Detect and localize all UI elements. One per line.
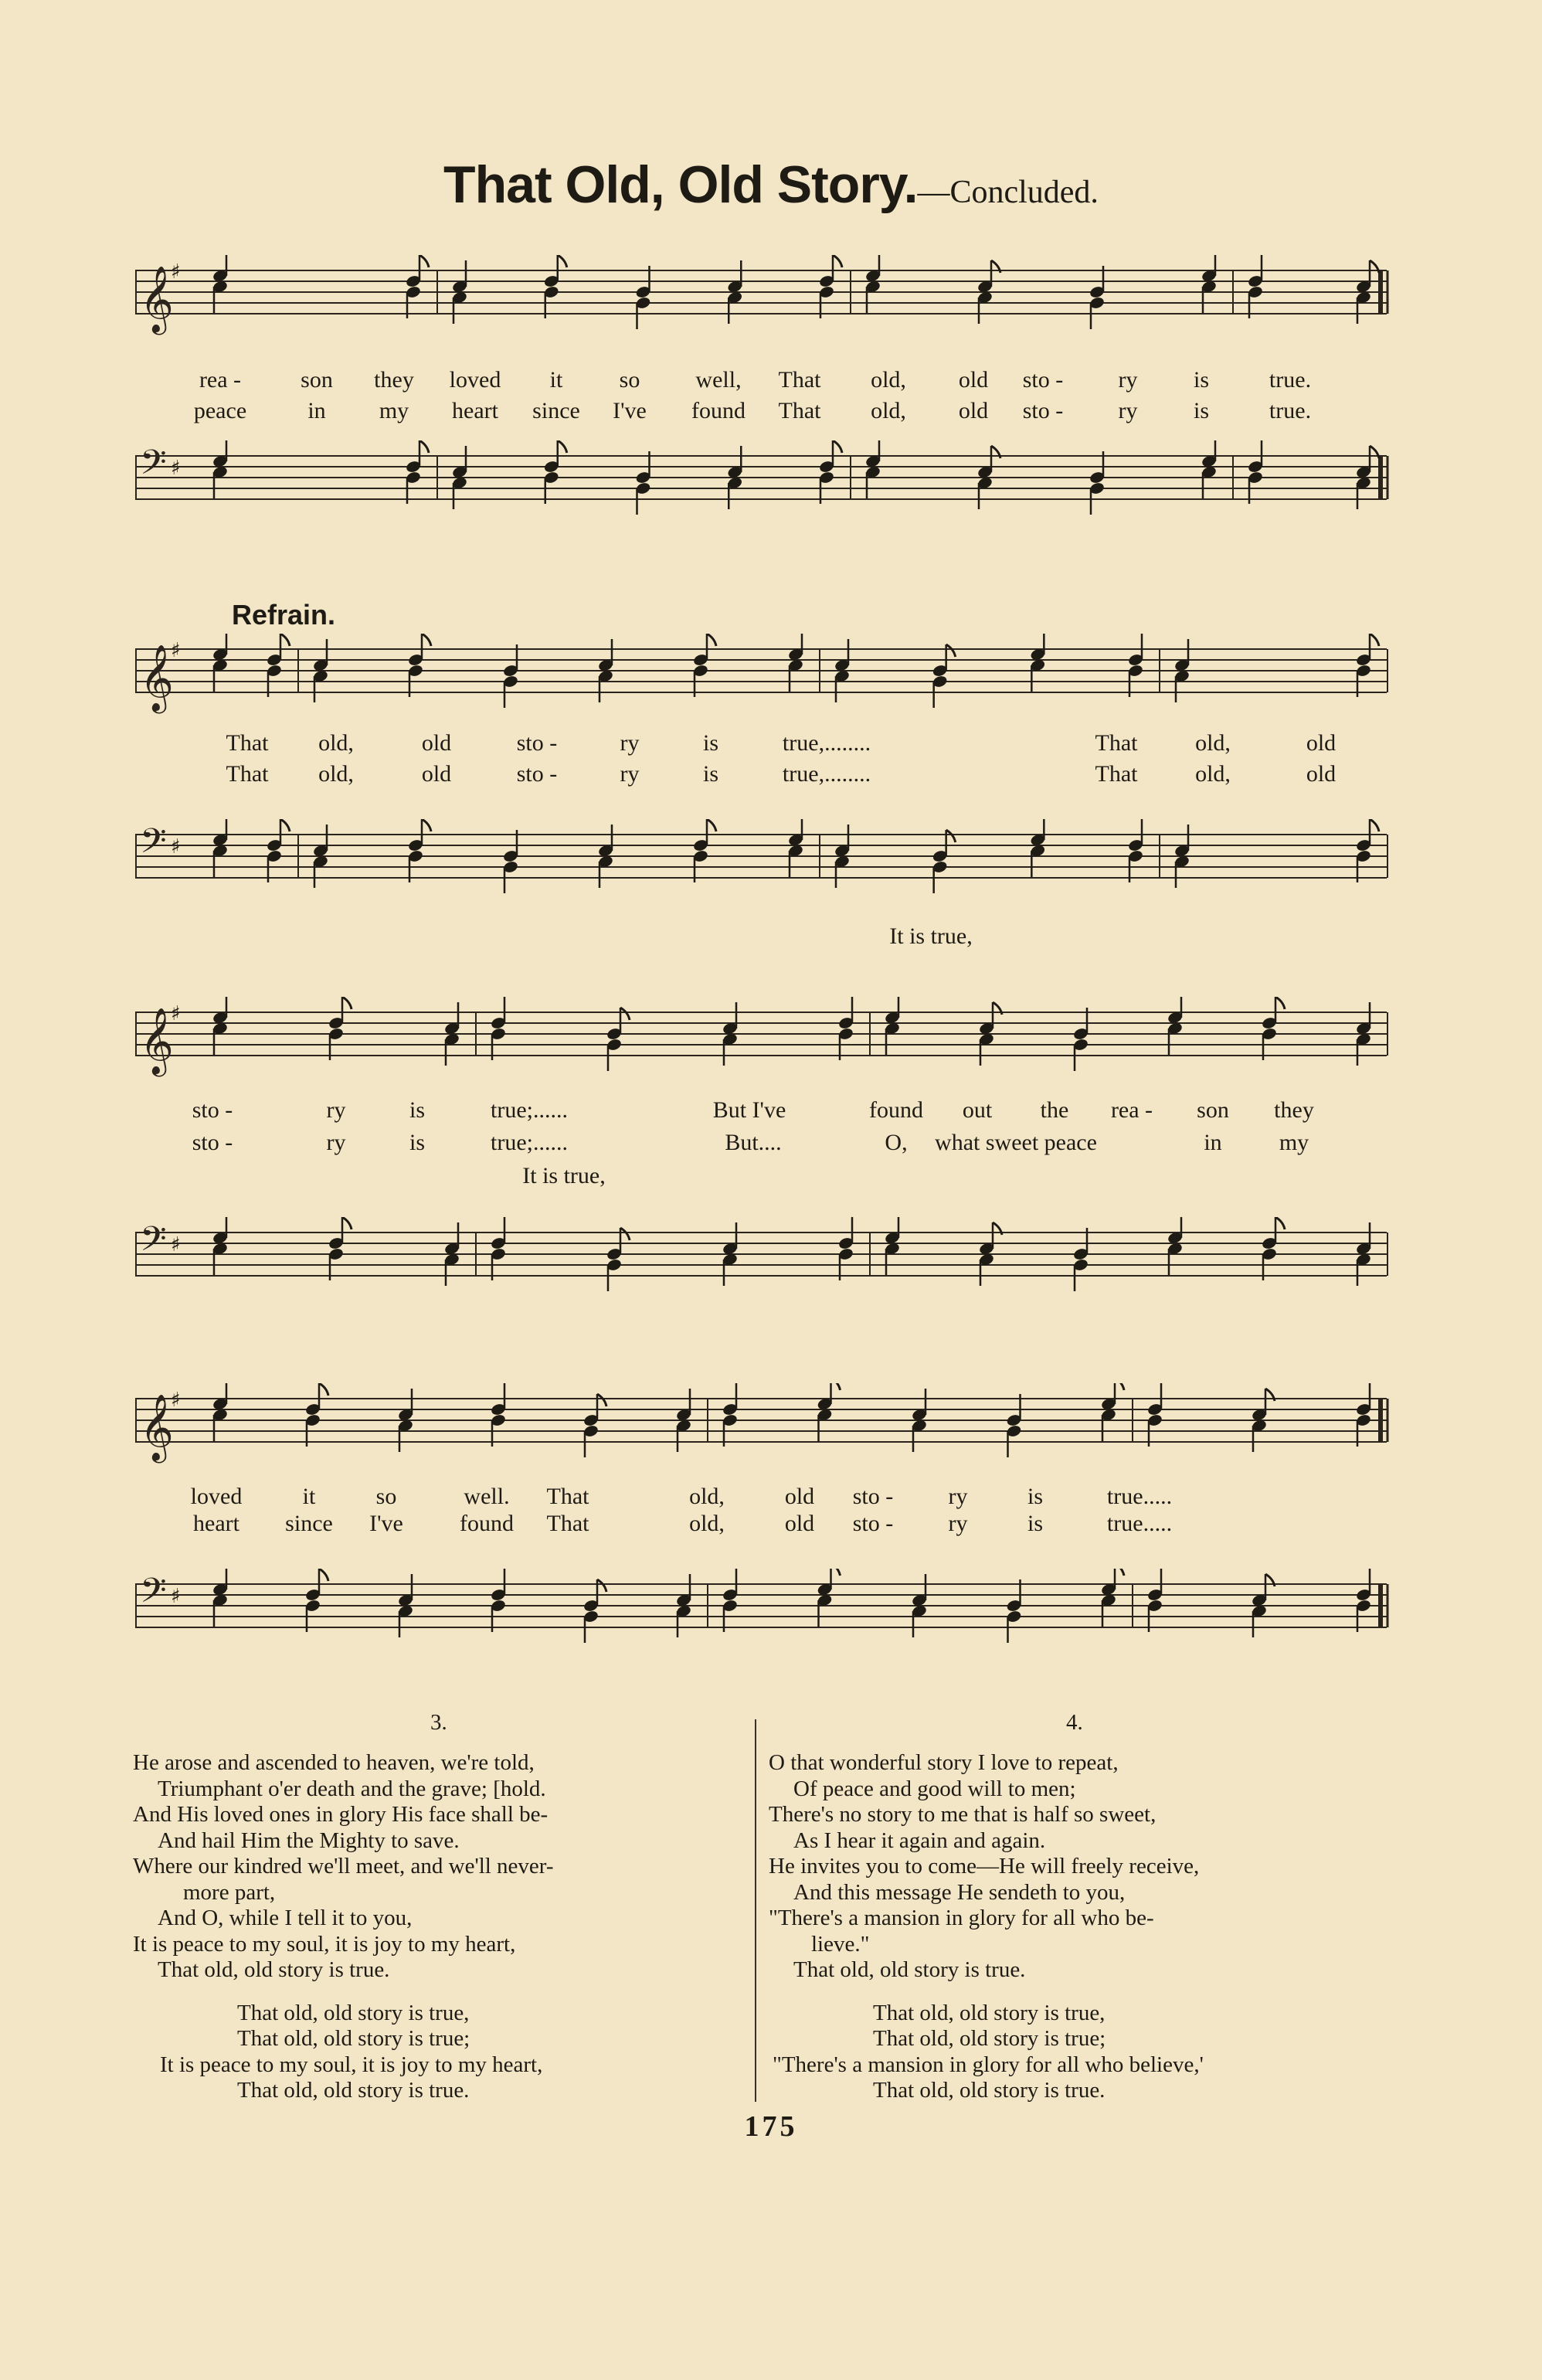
lyric-syllable: what sweet peace	[935, 1130, 1097, 1155]
chorus-line: That old, old story is true.	[237, 2078, 470, 2103]
lyric-syllable: O,	[885, 1130, 908, 1155]
lyrics-extra	[135, 923, 1391, 954]
lyric-syllable: the	[1040, 1097, 1069, 1123]
lyric-syllable: ry	[326, 1097, 346, 1123]
lyrics-line-1	[135, 730, 1391, 761]
refrain-label: Refrain.	[232, 599, 336, 631]
verse-line: "There's a mansion in glory for all who be-	[769, 1906, 1154, 1930]
lyric-syllable: ry	[620, 761, 640, 787]
bass-clef-icon: 𝄢	[140, 1570, 167, 1619]
note-chord	[502, 644, 518, 708]
lyric-syllable: in	[307, 398, 326, 423]
lyric-syllable: old	[784, 1484, 815, 1509]
lyric-syllable: ry	[948, 1484, 968, 1509]
note-chord	[1261, 1217, 1285, 1280]
sharp-icon: ♯	[171, 260, 181, 284]
note-chord	[502, 830, 518, 893]
verse-line: lieve."	[811, 1931, 870, 1957]
lyric-syllable: That	[226, 730, 269, 756]
verse-line: more part,	[183, 1879, 276, 1905]
lyric-syllable: old,	[318, 761, 354, 787]
lyrics-line-1	[135, 367, 1391, 398]
sharp-icon: ♯	[171, 1585, 181, 1608]
note-chord	[212, 819, 228, 877]
note-chord	[1247, 255, 1263, 318]
lyric-syllable: That	[778, 367, 821, 393]
staff-bass	[135, 819, 1391, 935]
lyric-syllable: But....	[725, 1130, 782, 1155]
lyrics-line-1	[135, 1484, 1391, 1515]
sharp-icon: ♯	[171, 639, 181, 662]
lyric-syllable: ry	[948, 1511, 968, 1536]
note-chord	[1089, 451, 1105, 515]
lyrics-line-2	[135, 398, 1391, 429]
note-chord	[1247, 440, 1263, 504]
staff-bass	[135, 440, 1391, 541]
chorus-line: That old, old story is true.	[873, 2078, 1106, 2103]
verse-line: O that wonderful story I love to repeat,	[769, 1750, 1119, 1775]
note-chord	[635, 451, 651, 515]
note-chord	[407, 819, 431, 882]
lyric-syllable: That	[1095, 730, 1138, 756]
lyric-syllable: so	[375, 1484, 397, 1509]
lyric-syllable: found	[691, 398, 746, 423]
note-chord	[1355, 1569, 1371, 1632]
verse-line: That old, old story is true.	[158, 1957, 390, 1982]
lyric-syllable: it	[549, 367, 563, 393]
sharp-icon: ♯	[171, 1389, 181, 1412]
note-chord	[1006, 1394, 1022, 1457]
treble-clef-icon: 𝄞	[140, 1394, 174, 1460]
lyric-syllable: heart	[193, 1511, 239, 1536]
verse-line: That old, old story is true.	[793, 1957, 1026, 1982]
verse-number: 3.	[430, 1710, 447, 1735]
bass-clef-icon: 𝄢	[140, 821, 167, 869]
lyric-syllable: my	[1279, 1130, 1309, 1155]
verse-chorus	[769, 2001, 1204, 2104]
note-chord	[884, 1217, 900, 1275]
verse-number: 4.	[1066, 1710, 1083, 1735]
staff-treble	[135, 1383, 1391, 1499]
lyric-syllable: out	[962, 1097, 993, 1123]
lyric-syllable: That	[1095, 761, 1138, 787]
chorus-line: That old, old story is true;	[237, 2026, 470, 2051]
lyric-syllable: sto -	[852, 1511, 894, 1536]
note-chord	[212, 440, 228, 498]
lyric-syllable: true,........	[782, 761, 871, 787]
lyric-syllable: found	[460, 1511, 514, 1536]
lyric-syllable: in	[1204, 1130, 1222, 1155]
note-chord	[864, 440, 881, 498]
note-chord	[543, 255, 567, 318]
note-chord	[582, 1394, 606, 1457]
lyric-syllable: well.	[464, 1484, 510, 1509]
note-chord	[932, 644, 956, 708]
note-chord	[722, 1569, 738, 1632]
note-chord	[817, 1383, 841, 1441]
verse-chorus	[133, 2001, 554, 2104]
verse-line: Of peace and good will to men;	[793, 1776, 1076, 1801]
note-chord	[837, 997, 854, 1060]
note-chord	[1100, 1569, 1124, 1627]
lyric-syllable: it	[302, 1484, 316, 1509]
lyric-syllable: true;......	[491, 1097, 568, 1123]
note-chord	[266, 819, 290, 882]
note-chord	[1201, 255, 1217, 313]
note-chord	[1167, 1217, 1183, 1275]
sharp-icon: ♯	[171, 1002, 181, 1025]
treble-clef-icon: 𝄞	[140, 644, 174, 711]
treble-clef-icon: 𝄞	[140, 266, 174, 332]
chorus-line: That old, old story is true;	[873, 2026, 1106, 2051]
note-chord	[212, 255, 228, 313]
lyric-syllable: heart	[452, 398, 498, 423]
note-chord	[212, 1217, 228, 1275]
lyric-syllable: since	[285, 1511, 333, 1536]
verse-line: He invites you to come—He will freely receive,	[769, 1854, 1200, 1878]
song-subtitle: —Concluded.	[917, 175, 1099, 210]
verse-line: And this message He sendeth to you,	[793, 1879, 1126, 1905]
lyric-syllable: ry	[326, 1130, 346, 1155]
verse-line: And hail Him the Mighty to save.	[158, 1828, 460, 1853]
lyric-syllable: they	[374, 367, 414, 393]
lyric-syllable: old	[421, 761, 452, 787]
lyric-syllable: old	[1306, 761, 1337, 787]
lyrics-line-2	[135, 1511, 1391, 1542]
chorus-line: That old, old story is true,	[237, 2000, 470, 2025]
note-chord	[837, 1217, 854, 1280]
lyric-syllable: they	[1274, 1097, 1314, 1123]
lyrics-extra	[135, 1163, 1391, 1194]
note-chord	[490, 997, 506, 1060]
lyric-syllable: sto -	[192, 1130, 233, 1155]
page-number: 175	[744, 2110, 798, 2143]
lyric-syllable: is	[409, 1097, 426, 1123]
note-chord	[405, 440, 429, 504]
staff-treble	[135, 997, 1391, 1113]
note-chord	[1146, 1569, 1163, 1632]
note-chord	[266, 634, 290, 697]
lyric-syllable: is	[409, 1130, 426, 1155]
note-chord	[328, 997, 352, 1060]
lyric-syllable: ry	[620, 730, 640, 756]
lyric-syllable: old	[421, 730, 452, 756]
note-chord	[1146, 1383, 1163, 1447]
note-chord	[328, 1217, 352, 1280]
verse-line: There's no story to me that is half so sweet,	[769, 1802, 1156, 1827]
note-chord	[490, 1569, 506, 1632]
note-chord	[1072, 1008, 1089, 1071]
lyric-syllable: is	[1193, 367, 1210, 393]
lyric-syllable: loved	[190, 1484, 243, 1509]
note-chord	[817, 1569, 841, 1627]
song-title: That Old, Old Story.	[443, 155, 918, 214]
lyric-syllable: true,........	[782, 730, 871, 756]
sharp-icon: ♯	[171, 835, 181, 858]
note-chord	[1261, 997, 1285, 1060]
lyric-syllable: sto -	[516, 730, 558, 756]
lyric-syllable: sto -	[1022, 367, 1064, 393]
lyric-syllable: rea -	[199, 367, 242, 393]
note-chord	[635, 266, 651, 329]
lyric-syllable: so	[619, 367, 640, 393]
treble-clef-icon: 𝄞	[140, 1008, 174, 1074]
verse-line: He arose and ascended to heaven, we're told,	[133, 1750, 535, 1775]
verse-line: And O, while I tell it to you,	[158, 1906, 413, 1930]
lyric-syllable: That	[226, 761, 269, 787]
note-chord	[606, 1228, 630, 1291]
staff-treble	[135, 255, 1391, 355]
note-chord	[490, 1383, 506, 1447]
note-chord	[212, 997, 228, 1055]
lyric-syllable: ry	[1118, 367, 1138, 393]
note-chord	[692, 819, 716, 882]
lyric-syllable: true.	[1269, 398, 1312, 423]
lyric-syllable: ry	[1118, 398, 1138, 423]
lyric-syllable: is	[702, 761, 719, 787]
note-chord	[932, 830, 956, 893]
lyric-syllable: true.....	[1106, 1484, 1173, 1509]
note-chord	[1355, 1383, 1371, 1447]
lyric-syllable: But I've	[712, 1097, 786, 1123]
note-chord	[606, 1008, 630, 1071]
note-chord	[692, 634, 716, 697]
lyric-syllable: sto -	[1022, 398, 1064, 423]
lyric-syllable: is	[702, 730, 719, 756]
lyric-syllable: sto -	[852, 1484, 894, 1509]
note-chord	[864, 255, 881, 313]
note-chord	[884, 997, 900, 1055]
lyric-syllable: son	[301, 367, 333, 393]
note-chord	[722, 1383, 738, 1447]
lyric-syllable: son	[1197, 1097, 1229, 1123]
note-chord	[490, 1217, 506, 1280]
bass-clef-icon: 𝄢	[140, 1219, 167, 1267]
lyric-syllable: sto -	[516, 761, 558, 787]
note-chord	[1167, 997, 1183, 1055]
lyric-syllable: old	[958, 367, 989, 393]
lyric-syllable: loved	[449, 367, 501, 393]
lyric-syllable: old	[784, 1511, 815, 1536]
lyric-syllable: sto -	[192, 1097, 233, 1123]
lyric-syllable: That	[778, 398, 821, 423]
verse-line: Where our kindred we'll meet, and we'll never-	[133, 1854, 554, 1878]
verse-line: It is peace to my soul, it is joy to my heart,	[133, 1931, 516, 1957]
lyric-syllable: It is true,	[522, 1163, 606, 1188]
note-chord	[1030, 634, 1046, 692]
page-title	[0, 155, 1542, 215]
verse-line: Triumphant o'er death and the grave; [hold.	[158, 1776, 546, 1801]
note-chord	[787, 819, 803, 877]
lyric-syllable: rea -	[1110, 1097, 1153, 1123]
note-chord	[818, 255, 842, 318]
sharp-icon: ♯	[171, 1233, 181, 1256]
lyric-syllable: is	[1027, 1511, 1044, 1536]
note-chord	[407, 634, 431, 697]
lyric-syllable: old,	[1195, 730, 1231, 756]
chorus-line: That old, old story is true,	[873, 2000, 1106, 2025]
note-chord	[1100, 1383, 1124, 1441]
verse-line: As I hear it again and again.	[793, 1828, 1046, 1853]
note-chord	[1127, 634, 1143, 697]
note-chord	[582, 1579, 606, 1643]
chorus-line: It is peace to my soul, it is joy to my heart,	[160, 2052, 543, 2077]
note-chord	[212, 1383, 228, 1441]
note-chord	[304, 1569, 328, 1632]
lyric-syllable: I've	[369, 1511, 403, 1536]
lyric-syllable: old,	[689, 1484, 725, 1509]
lyric-syllable: That	[546, 1484, 589, 1509]
lyric-syllable: old	[958, 398, 989, 423]
lyric-syllable: true.....	[1106, 1511, 1173, 1536]
note-chord	[1089, 266, 1105, 329]
note-chord	[818, 440, 842, 504]
lyric-syllable: peace	[193, 398, 247, 423]
chorus-line: "There's a mansion in glory for all who believe,'	[773, 2052, 1204, 2077]
note-chord	[1355, 819, 1379, 882]
note-chord	[787, 634, 803, 692]
lyrics-line-2	[135, 761, 1391, 792]
note-chord	[1127, 819, 1143, 882]
lyric-syllable: true.	[1269, 367, 1312, 393]
lyric-syllable: old,	[871, 367, 906, 393]
lyric-syllable: old,	[318, 730, 354, 756]
note-chord	[1355, 634, 1379, 697]
note-chord	[1072, 1228, 1089, 1291]
lyric-syllable: is	[1193, 398, 1210, 423]
note-chord	[1201, 440, 1217, 498]
bass-clef-icon: 𝄢	[140, 442, 167, 491]
sharp-icon: ♯	[171, 457, 181, 480]
staff-bass	[135, 1569, 1391, 1685]
lyric-syllable: since	[532, 398, 580, 423]
verse-line: And His loved ones in glory His face shall be-	[133, 1802, 549, 1827]
staff-bass	[135, 1217, 1391, 1333]
lyrics-line-2	[135, 1130, 1391, 1161]
note-chord	[212, 1569, 228, 1627]
note-chord	[1006, 1579, 1022, 1643]
column-divider	[755, 1719, 756, 2102]
lyric-syllable: well,	[695, 367, 742, 393]
lyric-syllable: old,	[1195, 761, 1231, 787]
note-chord	[543, 440, 567, 504]
note-chord	[1030, 819, 1046, 877]
lyric-syllable: It is true,	[889, 923, 973, 949]
lyric-syllable: old,	[689, 1511, 725, 1536]
lyric-syllable: I've	[613, 398, 647, 423]
lyric-syllable: my	[379, 398, 409, 423]
lyric-syllable: old,	[871, 398, 906, 423]
verse-3	[133, 1710, 554, 2104]
note-chord	[405, 255, 429, 318]
lyrics-line-1	[135, 1097, 1391, 1128]
lyric-syllable: true;......	[491, 1130, 568, 1155]
lyric-syllable: found	[869, 1097, 923, 1123]
note-chord	[304, 1383, 328, 1447]
lyric-syllable: is	[1027, 1484, 1044, 1509]
lyric-syllable: That	[546, 1511, 589, 1536]
verse-4	[769, 1710, 1204, 2104]
note-chord	[212, 634, 228, 692]
lyric-syllable: old	[1306, 730, 1337, 756]
